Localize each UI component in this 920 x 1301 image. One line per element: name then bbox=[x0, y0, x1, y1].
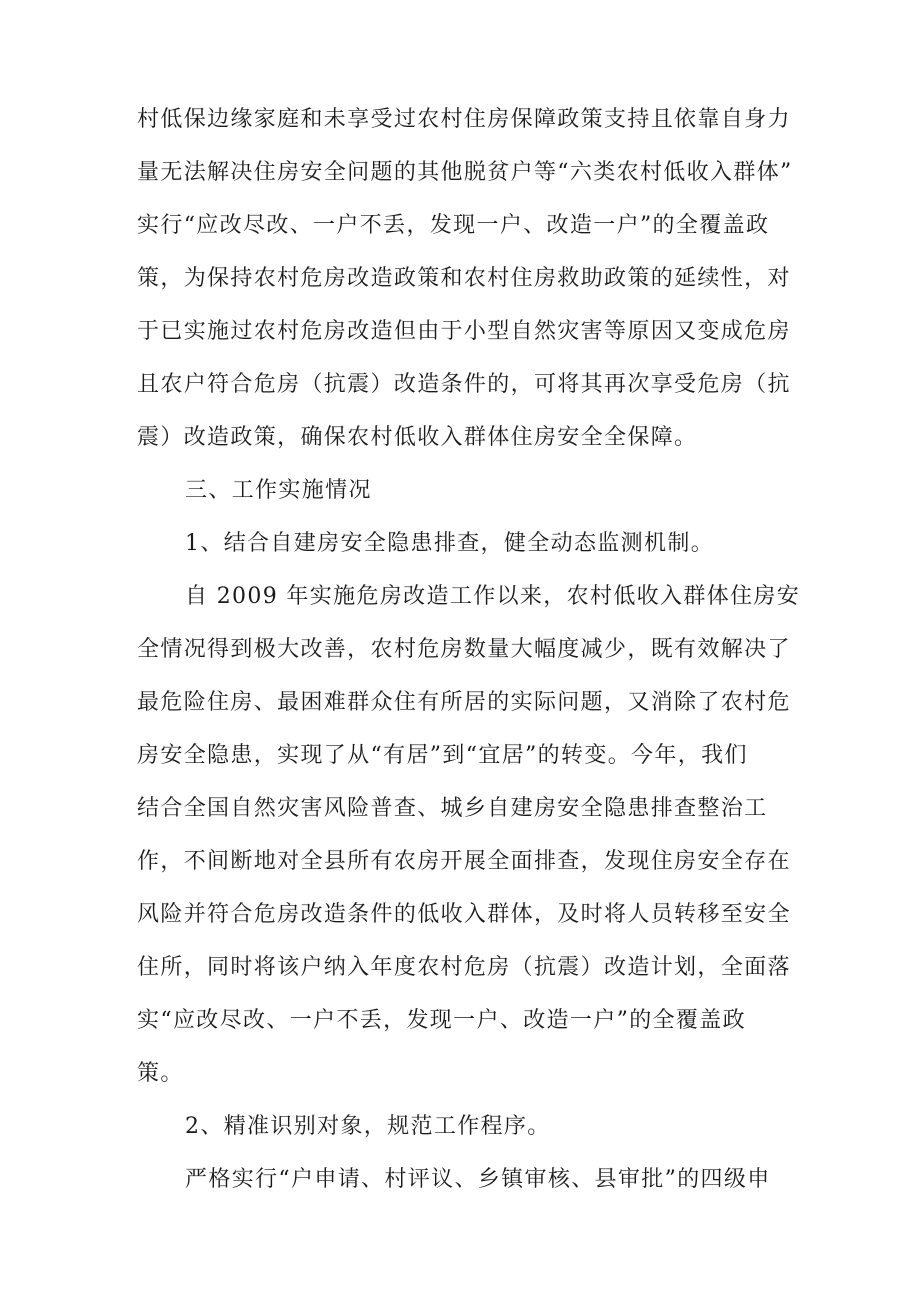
subheading: 1、结合自建房安全隐患排查，健全动态监测机制。 bbox=[185, 531, 715, 556]
body-text-line: 房安全隐患，实现了从“有居”到“宜居”的转变。今年，我们 bbox=[137, 743, 748, 768]
body-text-line: 风险并符合危房改造条件的低收入群体，及时将人员转移至安全 bbox=[137, 902, 791, 927]
body-text-line: 全情况得到极大改善，农村危房数量大幅度减少，既有效解决了 bbox=[137, 637, 791, 662]
body-text-line: 自 2009 年实施危房改造工作以来，农村低收入群体住房安 bbox=[185, 584, 801, 609]
body-text-line: 作，不间断地对全县所有农房开展全面排查，发现住房安全存在 bbox=[137, 849, 791, 874]
body-text-line: 村低保边缘家庭和未享受过农村住房保障政策支持且依靠自身力 bbox=[137, 107, 791, 132]
body-text-line: 且农户符合危房（抗震）改造条件的，可将其再次享受危房（抗 bbox=[137, 372, 791, 397]
section-heading: 三、工作实施情况 bbox=[185, 478, 372, 503]
body-text-line: 实行“应改尽改、一户不丢，发现一户、改造一户”的全覆盖政 bbox=[137, 213, 770, 238]
body-text-line: 策，为保持农村危房改造政策和农村住房救助政策的延续性，对 bbox=[137, 266, 791, 291]
body-text-line: 震）改造政策，确保农村低收入群体住房安全全保障。 bbox=[137, 425, 698, 450]
body-text-line: 实“应改尽改、一户不丢，发现一户、改造一户”的全覆盖政 bbox=[137, 1008, 746, 1033]
body-text-line: 住所，同时将该户纳入年度农村危房（抗震）改造计划，全面落 bbox=[137, 955, 791, 980]
body-text-line: 严格实行“户申请、村评议、乡镇审核、县审批”的四级申 bbox=[185, 1167, 771, 1192]
subheading: 2、精准识别对象，规范工作程序。 bbox=[185, 1114, 551, 1139]
body-text-line: 结合全国自然灾害风险普查、城乡自建房安全隐患排查整治工 bbox=[137, 796, 768, 821]
body-text-line: 于已实施过农村危房改造但由于小型自然灾害等原因又变成危房 bbox=[137, 319, 791, 344]
body-text-line: 最危险住房、最困难群众住有所居的实际问题，又消除了农村危 bbox=[137, 690, 791, 715]
body-text-line: 策。 bbox=[137, 1061, 184, 1086]
body-text-line: 量无法解决住房安全问题的其他脱贫户等“六类农村低收入群体” bbox=[137, 160, 793, 185]
